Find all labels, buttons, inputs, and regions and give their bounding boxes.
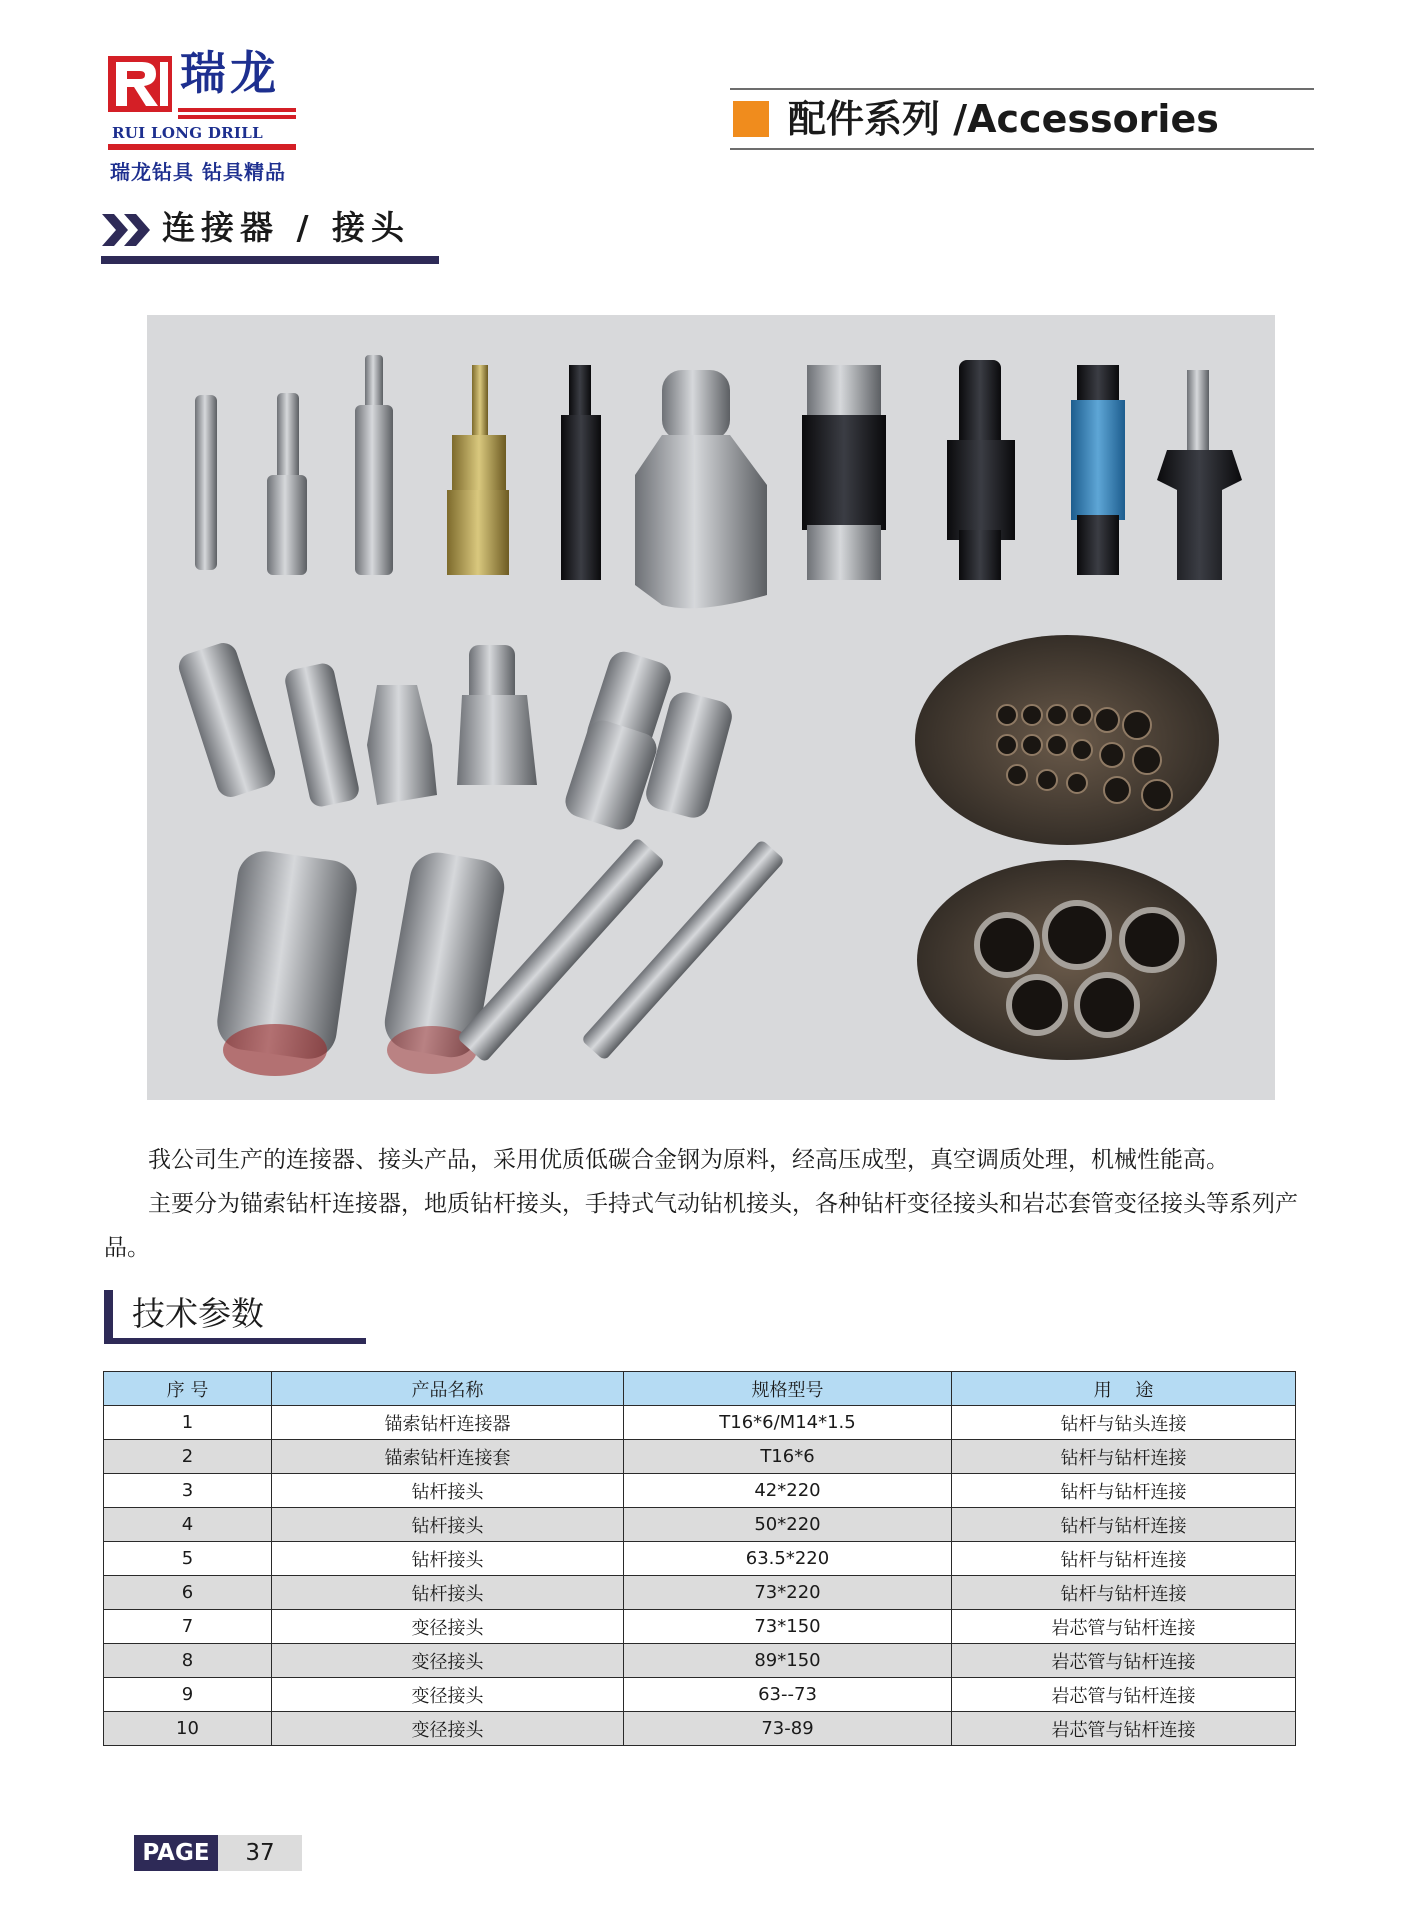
cell-index: 3 [104, 1474, 272, 1508]
cell-usage: 钻杆与钻杆连接 [952, 1542, 1296, 1576]
cell-index: 8 [104, 1644, 272, 1678]
cell-product-name: 锚索钻杆连接器 [272, 1406, 624, 1440]
cell-product-name: 钻杆接头 [272, 1576, 624, 1610]
logo-red-bar [108, 144, 296, 150]
page-label: PAGE [134, 1835, 218, 1871]
cell-spec: 50*220 [624, 1508, 952, 1542]
company-logo [108, 46, 298, 190]
product-photo [147, 315, 1275, 1100]
cell-spec: 63--73 [624, 1678, 952, 1712]
cell-usage: 岩芯管与钻杆连接 [952, 1678, 1296, 1712]
cell-index: 4 [104, 1508, 272, 1542]
table-header-row [104, 1372, 1296, 1406]
logo-slogan: 瑞龙钻具 钻具精品 [110, 160, 286, 184]
cell-product-name: 钻杆接头 [272, 1542, 624, 1576]
cell-index: 9 [104, 1678, 272, 1712]
cell-product-name: 钻杆接头 [272, 1508, 624, 1542]
cell-spec: 42*220 [624, 1474, 952, 1508]
table-row [104, 1644, 1296, 1678]
cell-product-name: 钻杆接头 [272, 1474, 624, 1508]
column-header-usage: 用 途 [952, 1372, 1296, 1406]
table-row [104, 1678, 1296, 1712]
tech-heading-title: 技术参数 [132, 1294, 264, 1333]
intro-paragraph-1: 我公司生产的连接器、接头产品，采用优质低碳合金钢为原料，经高压成型，真空调质处理，机械性能高。 [148, 1147, 1229, 1173]
cell-usage: 钻杆与钻头连接 [952, 1406, 1296, 1440]
table-row [104, 1406, 1296, 1440]
section-title: 连接器 / 接头 [162, 208, 411, 247]
cell-usage: 钻杆与钻杆连接 [952, 1474, 1296, 1508]
cell-spec: T16*6 [624, 1440, 952, 1474]
logo-name: 瑞龙 [180, 46, 280, 100]
cell-usage: 钻杆与钻杆连接 [952, 1508, 1296, 1542]
cell-product-name: 变径接头 [272, 1644, 624, 1678]
cell-usage: 钻杆与钻杆连接 [952, 1440, 1296, 1474]
cell-spec: 89*150 [624, 1644, 952, 1678]
table-row [104, 1610, 1296, 1644]
cell-usage: 钻杆与钻杆连接 [952, 1576, 1296, 1610]
cell-index: 2 [104, 1440, 272, 1474]
double-chevron-icon [102, 214, 154, 246]
tech-heading-underline [104, 1338, 366, 1344]
table-row [104, 1508, 1296, 1542]
cell-product-name: 变径接头 [272, 1712, 624, 1746]
cell-spec: 73*220 [624, 1576, 952, 1610]
cell-product-name: 变径接头 [272, 1678, 624, 1712]
table-row [104, 1712, 1296, 1746]
cell-index: 7 [104, 1610, 272, 1644]
page-number: 37 [218, 1835, 302, 1871]
table-row [104, 1542, 1296, 1576]
tech-heading-bar [104, 1290, 113, 1344]
header-rule-top [730, 88, 1314, 90]
logo-stripes [178, 108, 296, 122]
cell-product-name: 变径接头 [272, 1610, 624, 1644]
cell-spec: T16*6/M14*1.5 [624, 1406, 952, 1440]
column-header-spec: 规格型号 [624, 1372, 952, 1406]
cell-spec: 63.5*220 [624, 1542, 952, 1576]
table-row [104, 1474, 1296, 1508]
cell-product-name: 锚索钻杆连接套 [272, 1440, 624, 1474]
header-rule-bottom [730, 148, 1314, 150]
cell-index: 5 [104, 1542, 272, 1576]
cell-index: 6 [104, 1576, 272, 1610]
table-row [104, 1576, 1296, 1610]
cell-spec: 73-89 [624, 1712, 952, 1746]
cell-index: 1 [104, 1406, 272, 1440]
cell-usage: 岩芯管与钻杆连接 [952, 1610, 1296, 1644]
spec-table [103, 1371, 1296, 1746]
rl-logo-mark-icon [108, 56, 172, 112]
cell-index: 10 [104, 1712, 272, 1746]
column-header-product-name: 产品名称 [272, 1372, 624, 1406]
intro-paragraph-2: 主要分为锚索钻杆连接器，地质钻杆接头，手持式气动钻机接头，各种钻杆变径接头和岩芯套管变径接头等系列产品。 [104, 1191, 1298, 1261]
logo-english-name: RUI LONG DRILL [112, 124, 263, 142]
product-photo-collage-icon [147, 315, 1275, 1100]
cell-usage: 岩芯管与钻杆连接 [952, 1712, 1296, 1746]
table-row [104, 1440, 1296, 1474]
cell-usage: 岩芯管与钻杆连接 [952, 1644, 1296, 1678]
cell-spec: 73*150 [624, 1610, 952, 1644]
section-underline [101, 256, 439, 264]
header-orange-square-icon [733, 101, 769, 137]
page-title: 配件系列 /Accessories [788, 97, 1219, 141]
column-header-index: 序 号 [104, 1372, 272, 1406]
